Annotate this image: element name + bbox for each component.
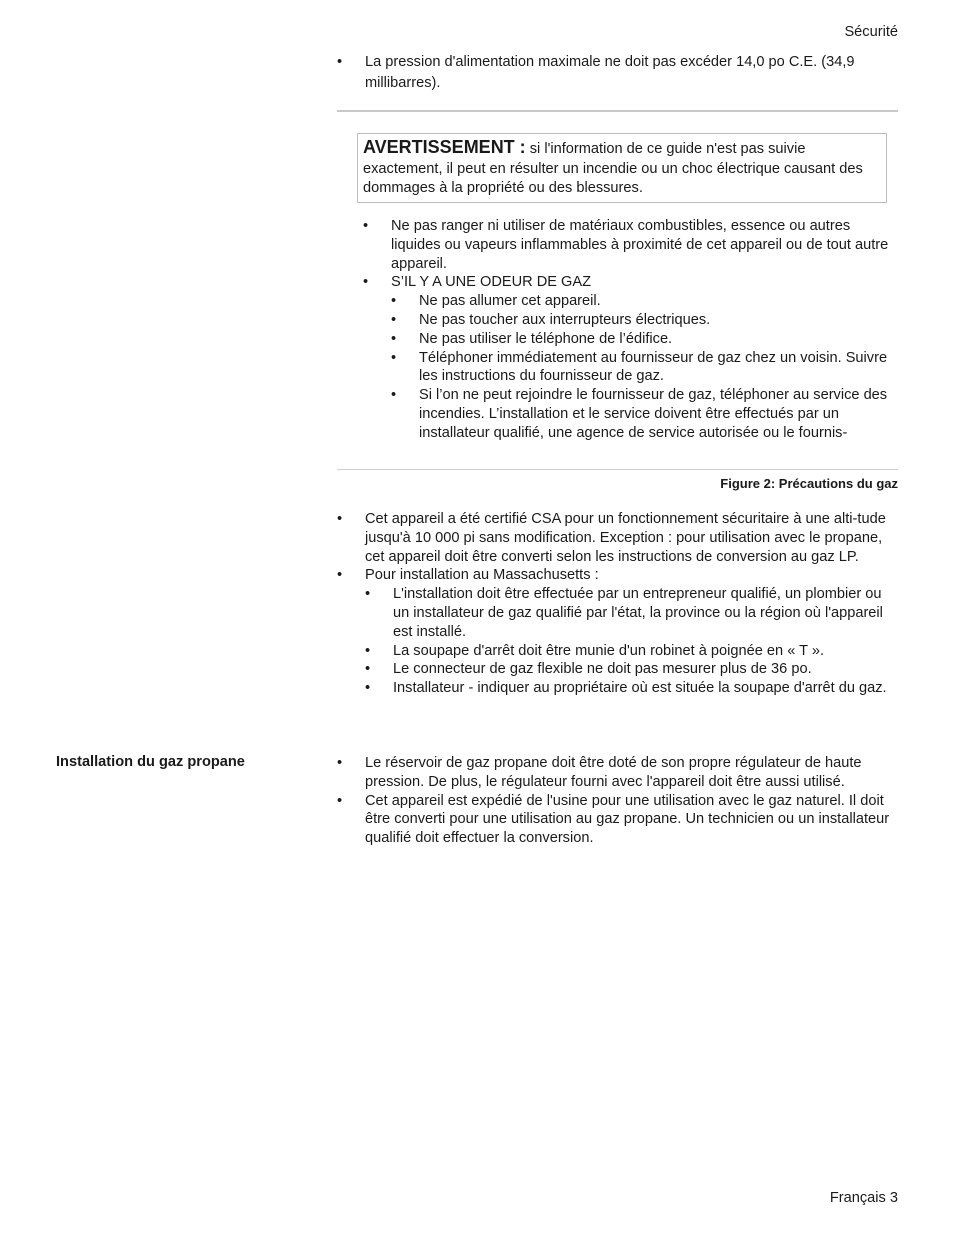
propane-list [337, 754, 898, 848]
sub-list-item [365, 679, 898, 698]
list-item-text: Pour installation au Massachusetts : [365, 567, 599, 584]
sub-list-item-text: Installateur - indiquer au propriétaire où est située la soupape d'arrêt du gaz. [393, 680, 887, 697]
list-item [337, 754, 898, 792]
bullet: • [365, 586, 371, 603]
main-list [337, 510, 898, 698]
sub-list-item-text: Téléphoner immédiatement au fournisseur de gaz chez un voisin. Suivre les instructions du fournisseur de gaz. [419, 349, 888, 385]
sub-list [391, 292, 893, 442]
list-item-text: Cet appareil est expédié de l'usine pour une utilisation avec le gaz naturel. Il doit être converti pour une utilisation au gaz propane. Un technicien ou un installateur qualifié doit effectuer la conversion. [365, 792, 890, 847]
bullet: • [363, 218, 369, 234]
bullet: • [365, 642, 371, 659]
sub-list-item-text: La soupape d'arrêt doit être munie d'un robinet à poignée en « T ». [393, 642, 824, 659]
list-item [363, 273, 893, 442]
section-divider [337, 110, 898, 112]
bullet: • [365, 680, 371, 697]
bullet: • [365, 661, 371, 678]
warning-title: AVERTISSEMENT : [363, 137, 526, 157]
bullet: • [391, 330, 397, 347]
sub-list-item-text: Ne pas allumer cet appareil. [419, 293, 601, 310]
list-item [337, 566, 898, 698]
sub-list-item-text: L'installation doit être effectuée par un entrepreneur qualifié, un plombier ou un installateur de gaz qualifié par l'état, la province ou la région où l'appareil est installé. [393, 586, 883, 640]
sub-list-item-text: Ne pas utiliser le téléphone de l’édifice. [419, 330, 673, 347]
sub-list-item-text: Si l’on ne peut rejoindre le fournisseur de gaz, téléphoner au service des incendies. L’installation et le service doivent être effectués par un installateur qualifié, une agence de service autorisée ou le fournis- [419, 387, 888, 441]
bullet: • [391, 349, 397, 366]
sub-list-item [391, 349, 893, 387]
figure-caption: Figure 2: Précautions du gaz [720, 476, 898, 491]
bullet: • [363, 274, 369, 291]
sub-list-item [365, 660, 898, 679]
sub-list [365, 585, 898, 698]
propane-heading: Installation du gaz propane [56, 754, 245, 770]
sub-list-item-text: Le connecteur de gaz flexible ne doit pas mesurer plus de 36 po. [393, 661, 812, 678]
sub-list-item [365, 642, 898, 661]
sub-list-item [391, 386, 893, 442]
bullet: • [337, 755, 343, 771]
list-item-text: Cet appareil a été certifié CSA pour un fonctionnement sécuritaire à une alti-tude jusqu'à 10 000 pi sans modification. Exception : pour utilisation avec le propane, cet appareil doit être converti selon les instructions de conversion au gaz LP. [365, 511, 886, 565]
bullet: • [337, 54, 343, 70]
list-item-text: S’IL Y A UNE ODEUR DE GAZ [391, 274, 592, 291]
bullet: • [337, 511, 343, 527]
bullet: • [391, 293, 397, 310]
bullet: • [391, 311, 397, 328]
sub-list-item [365, 585, 898, 641]
sub-list-item [391, 311, 893, 330]
sub-list-item-text: Ne pas toucher aux interrupteurs électriques. [419, 311, 711, 328]
list-item-text: Ne pas ranger ni utiliser de matériaux combustibles, essence ou autres liquides ou vapeurs inflammables à proximité de cet appareil ou de tout autre appareil. [391, 218, 889, 272]
list-item-text: Le réservoir de gaz propane doit être doté de son propre régulateur de haute pression. De plus, le régulateur fourni avec l'appareil doit être aussi utilisé. [365, 755, 862, 790]
list-item [363, 217, 893, 273]
bullet: • [337, 792, 343, 809]
bullet: • [337, 567, 343, 584]
page-footer: Français 3 [829, 1190, 898, 1206]
figure-list [363, 217, 893, 443]
list-item [337, 52, 898, 93]
sub-list-item [391, 330, 893, 349]
warning-text: si l'information de ce guide n'est pas suivie exactement, il peut en résulter un incendie ou un choc électrique causant des dommages à la propriété ou des blessures. [363, 141, 863, 196]
list-item-text: La pression d'alimentation maximale ne doit pas excéder 14,0 po C.E. (34,9 millibarres). [365, 54, 855, 91]
top-list [337, 52, 898, 93]
bullet: • [391, 387, 397, 404]
sub-list-item [391, 292, 893, 311]
list-item [337, 792, 898, 848]
warning-box [357, 133, 887, 203]
figure-divider [337, 469, 898, 470]
section-header: Sécurité [844, 24, 898, 40]
list-item [337, 510, 898, 566]
